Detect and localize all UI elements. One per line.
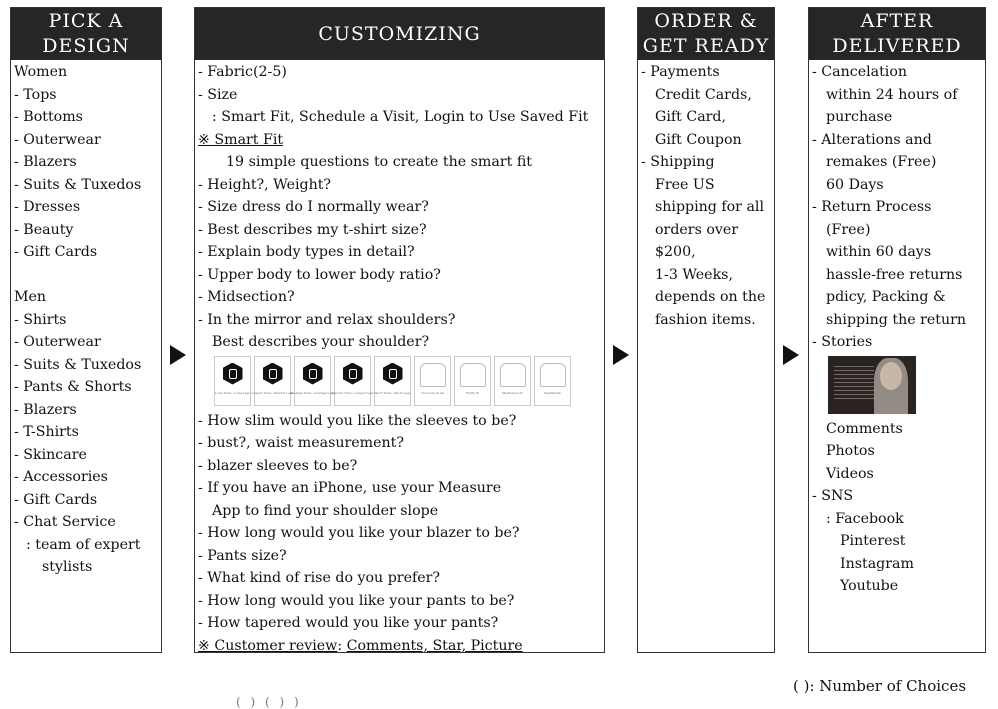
body-shape-icon bbox=[303, 363, 323, 385]
list-item: 60 Days bbox=[826, 176, 884, 193]
after-delivered-list bbox=[809, 60, 985, 598]
list-item: - Bottoms bbox=[14, 109, 83, 125]
list-item: 1-3 Weeks, bbox=[655, 266, 733, 283]
list-item: - Outerwear bbox=[14, 334, 101, 350]
shoulder-shape-option[interactable] bbox=[331, 356, 374, 406]
shoulder-shape-option[interactable] bbox=[414, 356, 451, 406]
cropped-footnote: ( ) ( ) ) bbox=[236, 695, 302, 709]
list-item: Best describes your shoulder? bbox=[212, 334, 430, 350]
list-item: Free US bbox=[655, 176, 715, 193]
list-item: - Blazers bbox=[14, 154, 77, 170]
list-item: - Size dress do I normally wear? bbox=[198, 199, 429, 215]
customizing-column bbox=[194, 7, 605, 653]
shoulder-shape-option[interactable] bbox=[214, 356, 251, 406]
list-item: : Facebook bbox=[826, 510, 904, 527]
list-item: - Chat Service bbox=[14, 514, 116, 530]
list-item: - Outerwear bbox=[14, 131, 101, 148]
list-item: - T-Shirts bbox=[14, 424, 79, 440]
list-item: - How slim would you like the sleeves to be? bbox=[198, 412, 517, 429]
shirt-outline-icon bbox=[420, 363, 446, 387]
list-item: shipping the return bbox=[826, 311, 967, 328]
customer-review-line: ※ Customer review: Comments, Star, Picture bbox=[198, 637, 523, 654]
list-item: - Skincare bbox=[14, 446, 87, 463]
list-item: - What kind of rise do you prefer? bbox=[198, 570, 440, 586]
list-item: - How long would you like your pants to be? bbox=[198, 592, 515, 609]
shoulder-shape-option[interactable] bbox=[534, 356, 571, 406]
list-item: Gift Coupon bbox=[655, 131, 742, 148]
list-item: $200, bbox=[655, 244, 696, 260]
list-item: - Gift Cards bbox=[14, 244, 98, 260]
list-item: purchase bbox=[826, 109, 893, 125]
shoulder-shape-label: Long Torso, Long Legs bbox=[215, 390, 250, 395]
list-item: - Upper body to lower body ratio? bbox=[198, 266, 441, 283]
list-item: depends on the bbox=[655, 289, 766, 305]
pick-a-design-list bbox=[11, 60, 161, 579]
legend-note: ( ): Number of Choices bbox=[793, 677, 967, 695]
shoulder-shape-label: Longer Torso, Shorter Legs bbox=[251, 390, 294, 395]
list-item: - Explain body types in detail? bbox=[198, 244, 415, 260]
list-item: - Best describes my t-shirt size? bbox=[198, 221, 427, 238]
shoulder-shape-label: Medium body bbox=[502, 390, 523, 395]
pick-a-design-column bbox=[10, 7, 162, 653]
list-item: Photos bbox=[826, 443, 875, 459]
order-get-ready-header: ORDER & GET READY bbox=[638, 8, 774, 60]
shirt-outline-icon bbox=[540, 363, 566, 387]
after-delivered-header: AFTER DELIVERED bbox=[809, 8, 985, 60]
list-item: Gift Card, bbox=[655, 109, 727, 125]
list-item: pdicy, Packing & bbox=[826, 289, 946, 305]
list-item: - In the mirror and relax shoulders? bbox=[198, 311, 456, 328]
list-item: Women bbox=[14, 64, 68, 80]
list-item: - Payments bbox=[641, 64, 720, 80]
list-item: - Gift Cards bbox=[14, 491, 98, 508]
body-shape-icon bbox=[343, 363, 363, 385]
body-shape-icon bbox=[223, 363, 243, 385]
shoulder-shape-label: Not body at all bbox=[421, 390, 444, 395]
stories-photo bbox=[828, 356, 916, 414]
list-item: ※ Smart Fit bbox=[198, 131, 284, 148]
list-item: Pinterest bbox=[840, 533, 906, 549]
list-item: - How tapered would you like your pants? bbox=[198, 615, 499, 631]
shoulder-shape-label: Short Torso, Short Legs bbox=[374, 390, 411, 395]
list-item: - Height?, Weight? bbox=[198, 176, 332, 193]
list-item: - Pants size? bbox=[198, 547, 287, 564]
list-item: - Beauty bbox=[14, 221, 74, 238]
list-item: - Shipping bbox=[641, 154, 715, 170]
list-item: Videos bbox=[826, 465, 874, 482]
shoulder-shape-option[interactable] bbox=[454, 356, 491, 406]
list-item: - Return Process bbox=[812, 199, 932, 215]
list-item: - Alterations and bbox=[812, 131, 932, 148]
list-item: stylists bbox=[42, 559, 93, 575]
order-get-ready-list bbox=[638, 60, 774, 331]
list-item: - Midsection? bbox=[198, 289, 295, 305]
shoulder-shape-label: Significant bbox=[544, 390, 561, 395]
shirt-outline-icon bbox=[500, 363, 526, 387]
list-item: - Suits & Tuxedos bbox=[14, 176, 142, 193]
shoulder-shape-options bbox=[198, 354, 604, 410]
list-item: : team of expert bbox=[26, 536, 141, 553]
list-item: - Stories bbox=[812, 334, 873, 350]
customizing-list bbox=[195, 60, 604, 657]
arrow-right-icon bbox=[170, 345, 186, 365]
list-item: 19 simple questions to create the smart fit bbox=[226, 154, 533, 170]
list-item: - If you have an iPhone, use your Measure bbox=[198, 480, 502, 496]
shoulder-shape-option[interactable] bbox=[290, 356, 335, 406]
list-item: shipping for all bbox=[655, 199, 765, 215]
list-item: orders over bbox=[655, 221, 739, 238]
arrow-right-icon bbox=[613, 345, 629, 365]
order-get-ready-column bbox=[637, 7, 775, 653]
list-item: App to find your shoulder slope bbox=[212, 502, 439, 519]
list-item: Comments bbox=[826, 420, 903, 437]
list-item: within 60 days bbox=[826, 244, 932, 260]
list-item: hassle-free returns bbox=[826, 266, 963, 283]
list-item bbox=[14, 264, 161, 287]
list-item: fashion items. bbox=[655, 311, 756, 328]
arrow-right-icon bbox=[783, 345, 799, 365]
body-shape-icon bbox=[383, 363, 403, 385]
list-item: - Pants & Shorts bbox=[14, 379, 132, 395]
shoulder-shape-option[interactable] bbox=[251, 356, 294, 406]
shoulder-shape-label: Fluffy fit bbox=[466, 390, 479, 395]
list-item: - SNS bbox=[812, 488, 854, 504]
list-item: Youtube bbox=[840, 578, 899, 594]
list-item: (Free) bbox=[826, 221, 871, 238]
list-item: - bust?, waist measurement? bbox=[198, 435, 404, 451]
list-item: Men bbox=[14, 289, 47, 305]
list-item: - Fabric(2-5) bbox=[198, 64, 287, 80]
list-item: : Smart Fit, Schedule a Visit, Login to Use Saved Fit bbox=[212, 109, 589, 125]
list-item: - Size bbox=[198, 86, 238, 103]
body-shape-icon bbox=[263, 363, 283, 385]
shoulder-shape-option[interactable] bbox=[374, 356, 411, 406]
list-item: - Cancelation bbox=[812, 64, 908, 80]
list-item: - Accessories bbox=[14, 469, 108, 485]
list-item: - blazer sleeves to be? bbox=[198, 457, 358, 474]
customizing-header: CUSTOMIZING bbox=[195, 8, 604, 60]
list-item: - Suits & Tuxedos bbox=[14, 356, 142, 373]
list-item: - Shirts bbox=[14, 311, 67, 328]
list-item: - Tops bbox=[14, 86, 57, 103]
pick-a-design-header: PICK A DESIGN bbox=[11, 8, 161, 60]
list-item: Instagram bbox=[840, 555, 914, 572]
list-item: - How long would you like your blazer to be? bbox=[198, 525, 520, 541]
list-item: - Blazers bbox=[14, 401, 77, 418]
shoulder-shape-option[interactable] bbox=[494, 356, 531, 406]
list-item: Credit Cards, bbox=[655, 86, 752, 103]
shoulder-shape-label: Shorter Torso, Longer Legs bbox=[331, 390, 374, 395]
shoulder-shape-label: Average Torso, Average Legs bbox=[290, 390, 335, 395]
list-item: within 24 hours of bbox=[826, 86, 958, 103]
shirt-outline-icon bbox=[460, 363, 486, 387]
list-item: remakes (Free) bbox=[826, 154, 937, 170]
list-item: - Dresses bbox=[14, 199, 81, 215]
after-delivered-column bbox=[808, 7, 986, 653]
